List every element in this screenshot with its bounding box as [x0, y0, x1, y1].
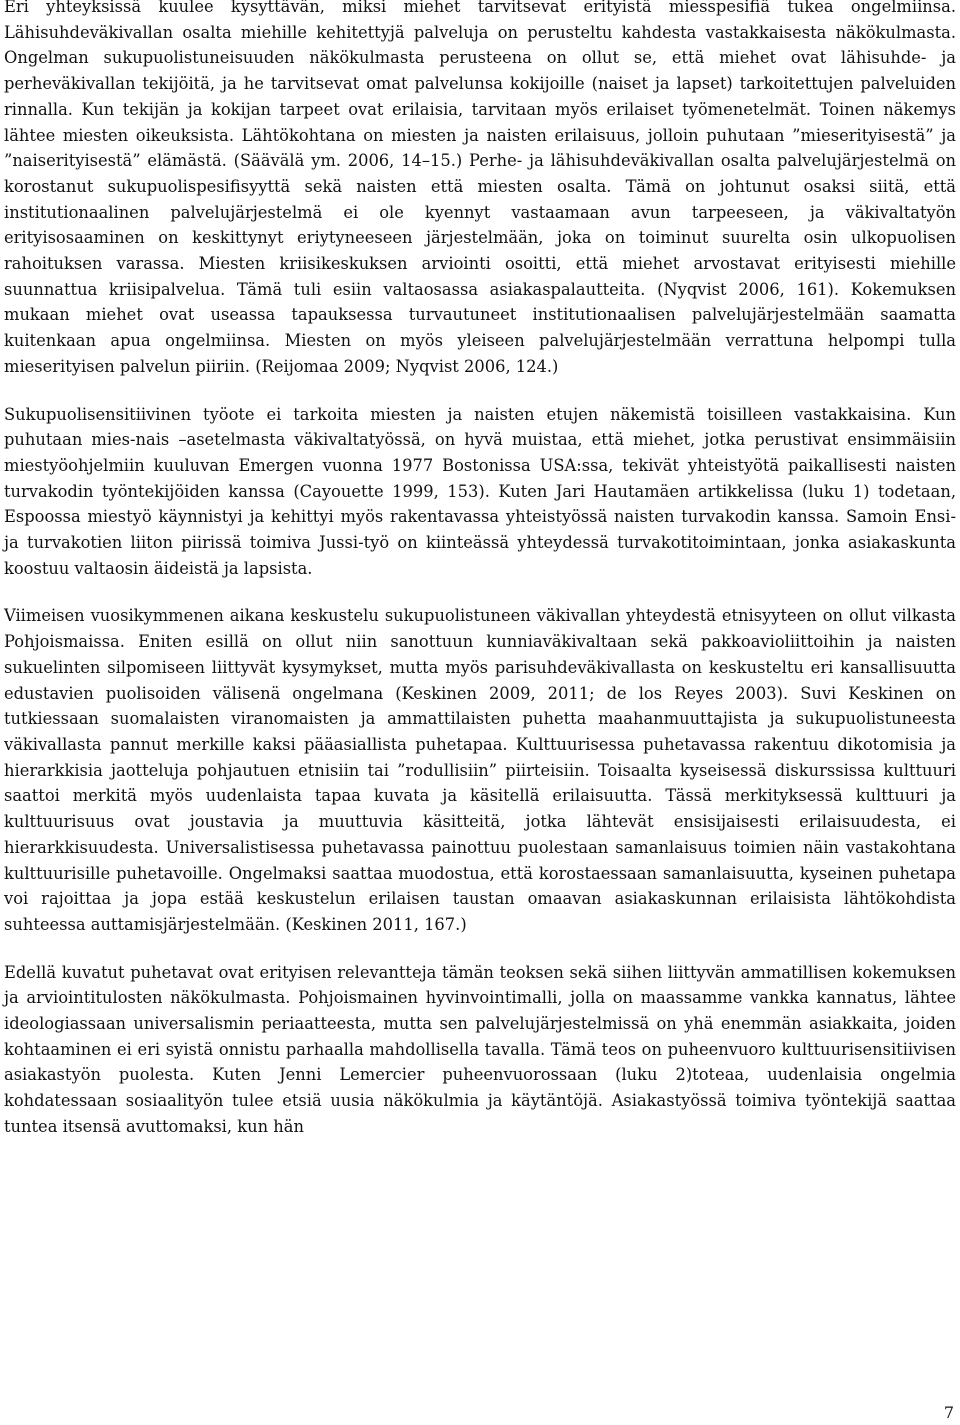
page-number: 7: [943, 1403, 954, 1422]
paragraph-culturally-sensitive-work: Edellä kuvatut puhetavat ovat erityisen relevantteja tämän teoksen sekä siihen liittyvän ammatillisen kokemuksen ja arviointitulosten näkökulmasta. Pohjoismainen hyvinvointimalli, jolla on maassamme vankka kannatus, lähtee ideologiassaan universalismin periaatteesta, mutta sen palvelujärjestelmissä on yhä enemmän asiakkaita, joiden kohtaaminen ei eri syistä onnistu parhaalla mahdollisella tavalla. Tämä teos on puheenvuoro kulttuurisensitiivisen asiakastyön puolesta. Kuten Jenni Lemercier puheenvuorossaan (luku 2)toteaa, uudenlaisia ongelmia kohdatessaan sosiaalityön tulee etsiä uusia näkökulmia ja käytäntöjä. Asiakastyössä toimiva työntekijä saattaa tuntea itsensä avuttomaksi, kun hän: [4, 962, 956, 1136]
paragraph-gap: [4, 581, 956, 603]
paragraph-men-specific-services: Eri yhteyksissä kuulee kysyttävän, miksi miehet tarvitsevat erityistä miesspesifiä tukea ongelmiinsa. Lähisuhdeväkivallan osalta miehille kehitettyjä palveluja on perusteltu kahdesta vastakkaisesta näkökulmasta. Ongelman sukupuolistuneisuuden näkökulmasta perusteena on ollut se, että miehet ovat lähisuhde- ja perheväkivallan tekijöitä, ja he tarvitsevat omat palvelunsa kokijoille (naiset ja lapset) tarkoitettujen palveluiden rinnalla. Kun tekijän ja kokijan tarpeet ovat erilaisia, tarvitaan myös erilaiset työmenetelmät. Toinen näkemys lähtee miesten oikeuksista. Lähtökohtana on miesten ja naisten erilaisuus, jolloin puhutaan ”mieserityisestä” ja ”naiserityisestä” elämästä. (Säävälä ym. 2006, 14–15.) Perhe- ja lähisuhdeväkivallan osalta palvelujärjestelmä on korostanut sukupuolispesifisyyttä sekä naisten että miesten osalta. Tämä on johtunut osaksi siitä, että institutionaalinen palvelujärjestelmä ei ole kyennyt vastaamaan avun tarpeeseen, ja väkivaltatyön erityisosaaminen on keskittynyt eriytyneeseen järjestelmään, joka on toiminut suurelta osin ulkopuolisen rahoituksen varassa. Miesten kriisikeskuksen arviointi osoitti, että miehet arvostavat erityisesti miehille suunnattua kriisipalvelua. Tämä tuli esiin valtaosassa asiakaspalautteita. (Nyqvist 2006, 161). Kokemuksen mukaan miehet ovat useassa tapauksessa turvautuneet institutionaalisen palvelujärjestelmään saamatta kuitenkaan apua ongelmiinsa. Miesten on myös yleiseen palvelujärjestelmään verrattuna helpompi tulla mieserityisen palvelun piiriin. (Reijomaa 2009; Nyqvist 2006, 124.): [4, 0, 956, 376]
paragraph-ethnicity-discussion: Viimeisen vuosikymmenen aikana keskustelu sukupuolistuneen väkivallan yhteydestä etnisyyteen on ollut vilkasta Pohjoismaissa. Eniten esillä on ollut niin sanottuun kunniaväkivaltaan sekä pakkoavioliittoihin ja naisten sukuelinten silpomiseen liittyvät kysymykset, mutta myös parisuhdeväkivallasta on keskusteltu eri kansallisuutta edustavien puolisoiden välisenä ongelmana (Keskinen 2009, 2011; de los Reyes 2003). Suvi Keskinen on tutkiessaan suomalaisten viranomaisten ja ammattilaisten puhetta maahanmuuttajista ja sukupuolistuneesta väkivallasta pannut merkille kaksi pääasiallista puhetapaa. Kulttuurisessa puhetavassa rakentuu dikotomisia ja hierarkkisia jaotteluja pohjautuen etnisiin tai ”rodullisiin” piirteisiin. Toisaalta kyseisessä diskurssissa kulttuuri saattoi merkitä myös uudenlaista tapaa kuvata ja käsitellä erilaisuutta. Tässä merkityksessä kulttuuri ja kulttuurisuus ovat joustavia ja muuttuvia käsitteitä, jotka lähtevät ensisijaisesti erilaisuudesta, ei hierarkkisuudesta. Universalistisessa puhetavassa painottuu puolestaan samanlaisuus toimien näin vastakohtana kulttuurisille puhetavoille. Ongelmaksi saattaa muodostua, että korostaessaan samanlaisuutta, kyseinen puhetapa voi rajoittaa ja jopa estää keskustelun erilaisen taustan omaavan asiakaskunnan erilaisista lähtökohdista suhteessa auttamisjärjestelmään. (Keskinen 2011, 167.): [4, 606, 956, 934]
paragraph-gap: [4, 380, 956, 402]
document-page: [4, 0, 956, 1140]
paragraph-gap: [4, 938, 956, 960]
paragraph-gender-sensitive-work: Sukupuolisensitiivinen työote ei tarkoita miesten ja naisten etujen näkemistä toisilleen vastakkaisina. Kun puhutaan mies-nais –asetelmasta väkivaltatyössä, on hyvä muistaa, että miehet, jotka perustivat ensimmäisiin miestyöohjelmiin kuuluvan Emergen vuonna 1977 Bostonissa USA:ssa, tekivät yhteistyötä paikallisesti naisten turvakodin työntekijöiden kanssa (Cayouette 1999, 153). Kuten Jari Hautamäen artikkelissa (luku 1) todetaan, Espoossa miestyö käynnistyi ja kehittyi myös rakentavassa yhteistyössä naisten turvakodin kanssa. Samoin Ensi- ja turvakotien liiton piirissä toimiva Jussi-työ on kiinteässä yhteydessä turvakotitoimintaan, jonka asiakaskunta koostuu valtaosin äideistä ja lapsista.: [4, 404, 956, 578]
